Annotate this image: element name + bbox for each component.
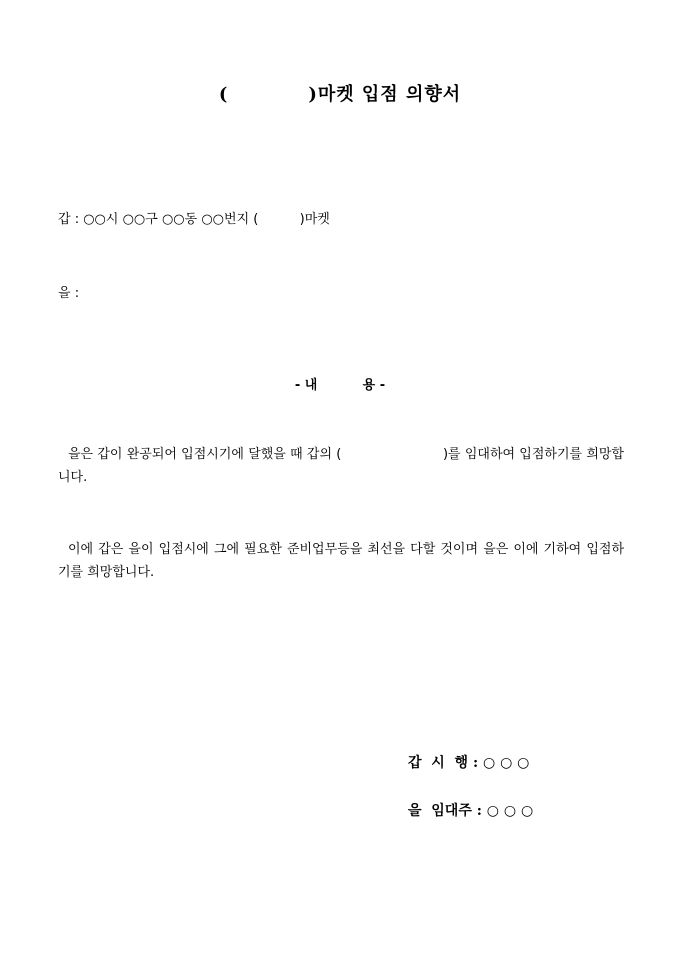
paragraph-1: 을은 갑이 완공되어 입점시기에 달했을 때 갑의 ( )를 임대하여 입점하기를 희망합니다. <box>58 447 624 485</box>
content-heading: - 내 용 - <box>294 378 386 393</box>
party-b-line: 을 : <box>58 286 80 301</box>
signature-b: 을 임대주 : ○ ○ ○ <box>408 803 534 819</box>
signature-a: 갑 시 행 : ○ ○ ○ <box>408 755 530 771</box>
document-title: ( )마켓 입점 의향서 <box>218 84 462 105</box>
party-a-line: 갑 : ○○시 ○○구 ○○동 ○○번지 ( )마켓 <box>58 212 330 227</box>
paragraph-2: 이에 갑은 을이 입점시에 그에 필요한 준비업무등을 최선을 다할 것이며 을은 이에 기하여 입점하기를 희망합니다. <box>58 542 624 580</box>
